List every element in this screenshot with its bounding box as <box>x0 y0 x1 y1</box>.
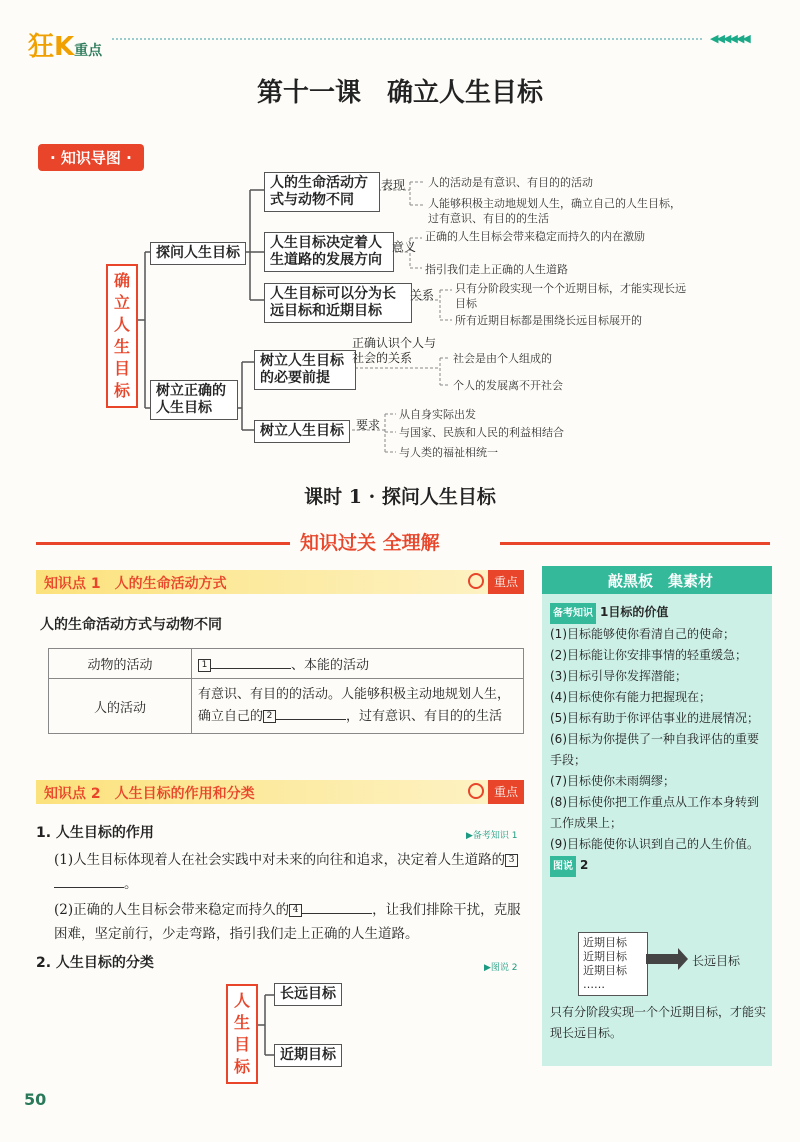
reference-link[interactable]: ▶备考知识 1 <box>466 831 518 841</box>
side-section-title <box>550 602 766 624</box>
near-goal: 近期目标 <box>583 936 627 949</box>
list-item: (5)目标有助于你评估事业的进展情况； <box>550 711 759 725</box>
table-cell <box>192 649 524 679</box>
table-cell: 动物的活动 <box>49 649 192 679</box>
mindmap-note: 从自身实际出发 <box>399 408 476 421</box>
list-item: (8)目标使你把工作重点从工作本身转到工作成果上； <box>550 795 759 830</box>
para-text: (1)人生目标体现着人在社会实践中对未来的向往和追求，决定着人生道路的 <box>54 852 506 868</box>
side-panel-header <box>542 566 772 594</box>
mindmap-node-5: 树立人生目标 <box>254 420 350 443</box>
list-item: (4)目标使你有能力把握现在； <box>550 690 711 704</box>
lesson-subtitle: 课时 1 · 探问人生目标 <box>304 486 496 508</box>
brand-logo: 狂K重点 <box>28 32 103 62</box>
mindmap-note: 与国家、民族和人民的利益相结合 <box>399 426 564 439</box>
section-heading: 1. 人生目标的作用 <box>36 825 154 841</box>
banner-line-left <box>36 542 290 545</box>
section-heading: 人的生命活动方式与动物不同 <box>40 617 222 633</box>
para-text: (2)正确的人生目标会带来稳定而持久的 <box>54 902 290 918</box>
para-text: ，让我们排除干扰，克服困难，坚定前行，少走弯路，指引我们走上正确的人生道路。 <box>54 902 521 942</box>
list-item: (1)目标能够使你看清自己的使命； <box>550 627 735 641</box>
arrow-right-icon <box>646 954 680 964</box>
mindmap-note: 与人类的福祉相统一 <box>399 446 498 459</box>
mindmap-node-4: 树立人生目标的必要前提 <box>254 350 356 390</box>
mindmap-note: 个人的发展离不开社会 <box>453 379 563 392</box>
key-point-badge: 重点 <box>488 570 524 594</box>
key-point-badge: 重点 <box>488 780 524 804</box>
exam-tag: 备考知识 <box>550 603 596 624</box>
cell-text: 、本能的活动 <box>291 658 370 673</box>
cell-text: 有意识、有目的的活动。人能够积极主动地规划人生，确立自己的 <box>198 687 511 724</box>
activity-table <box>48 648 524 734</box>
section-heading: 2. 人生目标的分类 <box>36 955 154 971</box>
mindmap-note: 人能够积极主动地规划人生，确立自己的人生目标，过有意识、有目的的生活 <box>428 197 681 225</box>
near-goal: …… <box>583 978 605 991</box>
header-arrows-icon: ◀◀◀◀◀◀ <box>710 32 749 45</box>
mindmap-note: 正确的人生目标会带来稳定而持久的内在激励 <box>425 230 645 243</box>
diagram-tag: 图说 <box>550 856 576 877</box>
list-item: (2)目标能让你安排事情的轻重缓急； <box>550 648 747 662</box>
relation-label: 正确认识个人与社会的关系 <box>352 336 437 365</box>
blank-number: 4 <box>289 904 302 917</box>
mindmap-note: 社会是由个人组成的 <box>453 352 552 365</box>
side-section-heading: 2 <box>580 858 589 872</box>
table-cell <box>192 679 524 734</box>
classification-long-term: 长远目标 <box>274 983 342 1006</box>
target-icon <box>468 783 484 799</box>
list-item: (6)目标为你提供了一种自我评估的重要手段； <box>550 732 759 767</box>
relation-label: 意义 <box>392 240 417 254</box>
knowledge-point-2-bar <box>36 780 524 804</box>
blank-number: 1 <box>198 659 211 672</box>
knowledge-point-2-title: 知识点 2 人生目标的作用和分类 <box>44 786 255 802</box>
section-banner: 知识过关 全理解 <box>300 532 440 554</box>
side-diagram-caption: 只有分阶段实现一个个近期目标，才能实现长远目标。 <box>550 1005 767 1040</box>
knowledge-point-1-bar <box>36 570 524 594</box>
mindmap-note: 只有分阶段实现一个个近期目标，才能实现长远目标 <box>455 282 686 310</box>
mindmap-node-3: 人生目标可以分为长远目标和近期目标 <box>264 283 412 323</box>
arrow-head-icon <box>678 948 688 970</box>
mindmap-node-2: 人生目标决定着人生道路的发展方向 <box>264 232 394 272</box>
blank-number: 2 <box>263 710 276 723</box>
page-number: 50 <box>24 1090 47 1109</box>
table-cell: 人的活动 <box>49 679 192 734</box>
cell-text: ，过有意识、有目的的生活 <box>346 709 503 724</box>
relation-label: 表现 <box>381 178 406 192</box>
paragraph-2 <box>54 898 524 946</box>
fill-blank-1[interactable] <box>211 668 291 669</box>
side-section-heading: 1目标的价值 <box>600 605 669 619</box>
mindmap-note: 指引我们走上正确的人生道路 <box>425 263 568 276</box>
mindmap-badge: · 知识导图 · <box>38 144 144 171</box>
mindmap-root: 确立人生目标 <box>106 264 138 408</box>
relation-label: 关系 <box>410 288 435 302</box>
knowledge-point-1-title: 知识点 1 人的生命活动方式 <box>44 576 227 592</box>
classification-short-term: 近期目标 <box>274 1044 342 1067</box>
mindmap-node-1: 人的生命活动方式与动物不同 <box>264 172 380 212</box>
banner-line-right <box>500 542 770 545</box>
mindmap-note: 所有近期目标都是围绕长远目标展开的 <box>455 314 642 327</box>
list-item: (9)目标能使你认识到自己的人生价值。 <box>550 837 759 851</box>
relation-label: 要求 <box>356 418 381 432</box>
list-item: (7)目标使你未雨绸缪； <box>550 774 675 788</box>
table-row <box>49 649 524 679</box>
paragraph-1 <box>54 848 524 896</box>
reference-link[interactable]: ▶图说 2 <box>484 963 518 973</box>
near-goals-box <box>578 932 648 996</box>
side-panel-section-1 <box>550 602 766 877</box>
fill-blank-2[interactable] <box>276 719 346 720</box>
mindmap-branch-2: 树立正确的人生目标 <box>150 380 238 420</box>
para-text: 。 <box>124 876 138 892</box>
classification-root: 人生目标 <box>226 984 258 1084</box>
side-panel-title: 敲黑板 集素材 <box>608 572 714 590</box>
list-item: (3)目标引导你发挥潜能； <box>550 669 687 683</box>
blank-number: 3 <box>505 854 518 867</box>
side-panel <box>542 566 772 1066</box>
fill-blank-3[interactable] <box>54 887 124 888</box>
far-goal: 长远目标 <box>692 954 741 968</box>
fill-blank-4[interactable] <box>302 913 372 914</box>
mindmap-note: 人的活动是有意识、有目的的活动 <box>428 176 593 189</box>
side-section-title <box>550 855 766 877</box>
target-icon <box>468 573 484 589</box>
mindmap-branch-1: 探问人生目标 <box>150 242 246 265</box>
page-title: 第十一课 确立人生目标 <box>256 78 543 108</box>
near-goal: 近期目标 <box>583 950 627 963</box>
near-goal: 近期目标 <box>583 964 627 977</box>
table-row <box>49 679 524 734</box>
